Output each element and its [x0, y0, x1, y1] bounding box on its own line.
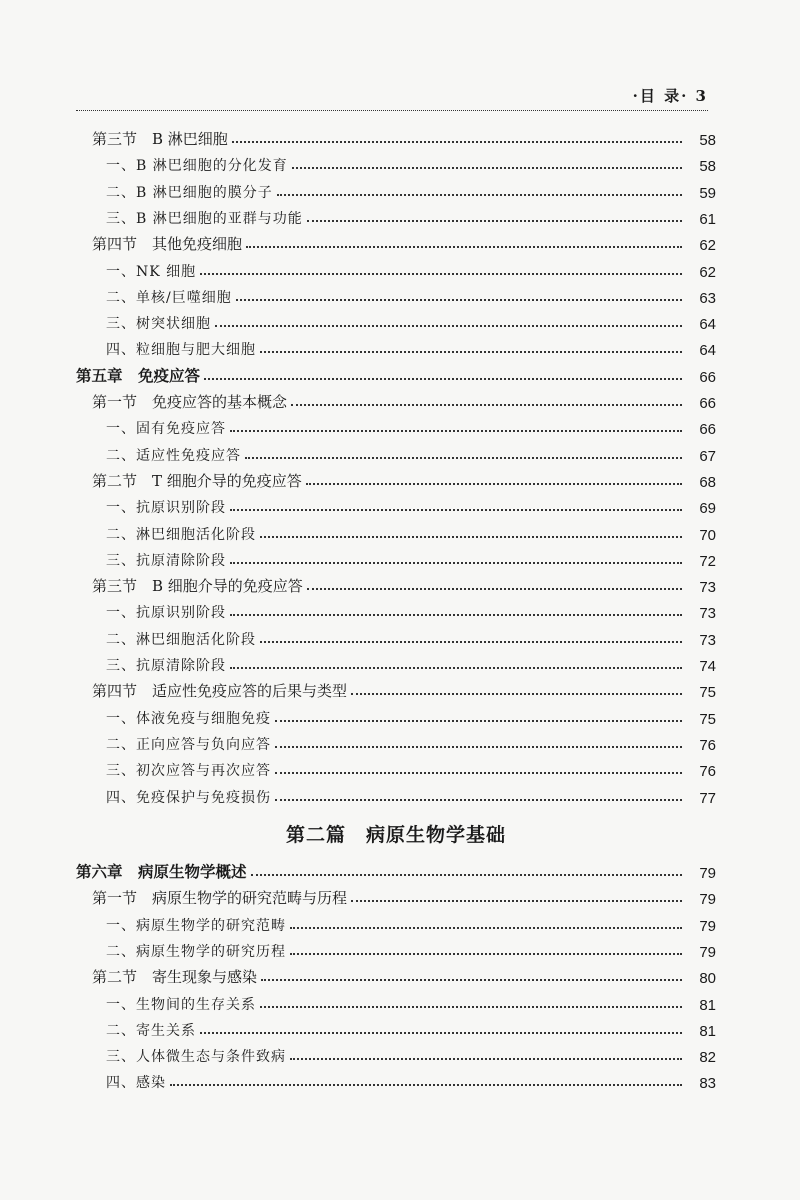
dot-leader: [246, 246, 682, 248]
toc-entry-title: 第一节 病原生物学的研究范畴与历程: [92, 889, 348, 908]
toc-entry-item: [106, 649, 716, 675]
toc-entry-page: 76: [699, 763, 716, 781]
dot-leader: [351, 693, 682, 695]
toc-entry-title: 一、病原生物学的研究范畴: [106, 917, 286, 934]
dot-leader: [260, 1006, 682, 1008]
toc-entry-item: [106, 176, 716, 202]
toc-entry-page: 62: [699, 237, 716, 255]
toc-entry-title: 一、固有免疫应答: [106, 421, 226, 438]
toc-entry-page: 67: [699, 447, 716, 465]
toc-entry-page: 77: [699, 789, 716, 807]
dot-leader: [275, 772, 682, 774]
toc-entry-item: [106, 754, 716, 780]
dot-leader: [291, 404, 682, 406]
toc-entry-title: 第三节 B 细胞介导的免疫应答: [92, 577, 303, 596]
dot-leader: [290, 953, 682, 955]
toc-entry-section: [92, 386, 716, 412]
toc-entry-page: 64: [699, 342, 716, 360]
toc-entry-chapter: [76, 360, 716, 386]
toc-entry-section: [92, 882, 716, 908]
toc-entry-page: 58: [699, 158, 716, 176]
toc-entry-page: 75: [699, 684, 716, 702]
dot-leader: [215, 325, 682, 327]
toc-entry-page: 74: [699, 658, 716, 675]
toc-entry-section: [92, 465, 716, 491]
toc-entry-item: [106, 281, 716, 307]
toc-entry-item: [106, 544, 716, 570]
toc-entry-title: 三、抗原清除阶段: [106, 658, 226, 674]
toc-entry-page: 81: [699, 1022, 716, 1040]
dot-leader: [230, 430, 682, 432]
toc-entry-item: [106, 491, 716, 517]
toc-entry-page: 73: [699, 605, 716, 623]
dot-leader: [306, 483, 682, 485]
toc-entry-title: 三、人体微生态与条件致病: [106, 1049, 286, 1066]
toc-entry-chapter: [76, 856, 716, 882]
toc-entry-title: 第四节 其他免疫细胞: [92, 235, 243, 254]
toc-entry-title: 第二节 T 细胞介导的免疫应答: [92, 471, 302, 490]
toc-entry-title: 二、淋巴细胞活化阶段: [106, 631, 256, 648]
dot-leader: [292, 167, 682, 169]
toc-entry-item: [106, 1040, 716, 1066]
toc-entry-page: 68: [699, 473, 716, 491]
toc-entry-item: [106, 1066, 716, 1092]
toc-entry-title: 二、寄生关系: [106, 1022, 196, 1039]
dot-leader: [204, 378, 682, 380]
toc-entry-item: [106, 307, 716, 333]
toc-entry-title: 三、B 淋巴细胞的亚群与功能: [106, 210, 303, 227]
toc-entry-page: 66: [699, 368, 716, 386]
toc-entry-title: 第一节 免疫应答的基本概念: [92, 393, 288, 411]
toc-entry-page: 80: [699, 970, 716, 988]
toc-entry-title: 三、抗原清除阶段: [106, 552, 226, 569]
toc-entry-item: [106, 149, 716, 175]
toc-entry-title: 第三节 B 淋巴细胞: [92, 130, 228, 148]
toc-entry-item: [106, 909, 716, 935]
toc-entry-page: 79: [699, 891, 716, 909]
dot-leader: [232, 141, 682, 143]
dot-leader: [260, 641, 682, 643]
toc-entry-page: 82: [699, 1049, 716, 1067]
toc-entry-title: 四、感染: [106, 1075, 166, 1092]
dot-leader: [200, 273, 682, 275]
dot-leader: [307, 588, 682, 590]
toc-entry-page: 61: [699, 210, 716, 228]
toc-entry-item: [106, 596, 716, 622]
dot-leader: [230, 614, 682, 616]
toc-entry-item: [106, 412, 716, 438]
dot-leader: [245, 457, 682, 459]
dot-leader: [230, 667, 682, 669]
toc-entry-item: [106, 935, 716, 961]
toc-entry-item: [106, 728, 716, 754]
dot-leader: [351, 900, 682, 902]
toc-entry-item: [106, 518, 716, 544]
toc-entry-section: [92, 123, 716, 149]
dot-leader: [200, 1032, 682, 1034]
dot-leader: [275, 799, 682, 801]
dot-leader: [260, 536, 682, 538]
toc-entry-item: [106, 333, 716, 359]
toc-entry-title: 一、抗原识别阶段: [106, 500, 226, 517]
toc-entry-item: [106, 255, 716, 281]
toc-entry-title: 四、免疫保护与免疫损伤: [106, 789, 271, 806]
toc-entry-title: 二、淋巴细胞活化阶段: [106, 526, 256, 543]
toc-entry-title: 第五章 免疫应答: [76, 366, 201, 385]
toc-entry-page: 64: [699, 316, 716, 334]
toc-entry-page: 66: [699, 395, 716, 412]
toc-entry-page: 69: [699, 500, 716, 518]
toc-entry-page: 79: [699, 943, 716, 961]
toc-entry-item: [106, 988, 716, 1014]
dot-leader: [275, 746, 682, 748]
header-text: ·目 录· 3: [627, 85, 708, 106]
toc-entry-page: 75: [699, 710, 716, 728]
part-title: 第二篇 病原生物学基础: [285, 824, 506, 846]
dot-leader: [260, 351, 682, 353]
dot-leader: [261, 979, 682, 981]
toc-entry-title: 二、B 淋巴细胞的膜分子: [106, 184, 273, 201]
dot-leader: [230, 509, 682, 511]
toc-entry-item: [106, 439, 716, 465]
toc-entry-title: 二、适应性免疫应答: [106, 447, 241, 464]
toc-entry-title: 二、病原生物学的研究历程: [106, 943, 286, 960]
toc-entry-title: 三、初次应答与再次应答: [106, 763, 271, 780]
toc-entry-title: 一、B 淋巴细胞的分化发育: [106, 158, 288, 175]
toc-entry-item: [106, 623, 716, 649]
dot-leader: [230, 562, 682, 564]
toc-entry-title: 四、粒细胞与肥大细胞: [106, 342, 256, 359]
toc-entry-title: 第四节 适应性免疫应答的后果与类型: [92, 682, 348, 701]
toc-entry-section: [92, 228, 716, 254]
toc-entry-section: [92, 961, 716, 987]
toc-entry-page: 79: [699, 917, 716, 935]
toc-entry-item: [106, 202, 716, 228]
running-header: [76, 86, 708, 111]
toc-entry-item: [106, 1014, 716, 1040]
dot-leader: [277, 194, 682, 196]
dot-leader: [290, 1058, 682, 1060]
toc-entry-page: 59: [699, 184, 716, 202]
toc-entry-item: [106, 702, 716, 728]
toc-entry-title: 二、正向应答与负向应答: [106, 736, 271, 753]
toc-entry-title: 一、NK 细胞: [106, 263, 197, 280]
toc-entry-page: 73: [699, 579, 716, 597]
dot-leader: [251, 874, 682, 876]
toc-entry-page: 70: [699, 526, 716, 544]
toc-entry-title: 第六章 病原生物学概述: [76, 863, 247, 881]
toc-entry-title: 一、抗原识别阶段: [106, 605, 226, 622]
toc-entry-title: 三、树突状细胞: [106, 316, 211, 333]
dot-leader: [307, 220, 682, 222]
toc-entry-page: 72: [699, 552, 716, 570]
toc-entry-page: 62: [699, 263, 716, 281]
toc-entry-page: 63: [699, 289, 716, 307]
toc-entry-section: [92, 570, 716, 596]
dot-leader: [275, 720, 682, 722]
toc-entry-page: 79: [699, 865, 716, 882]
dot-leader: [170, 1084, 682, 1086]
toc-entry-page: 83: [699, 1075, 716, 1093]
toc-entry-page: 73: [699, 631, 716, 649]
toc-entry-page: 58: [699, 132, 716, 149]
toc-entry-item: [106, 781, 716, 807]
toc-entry-section: [92, 675, 716, 701]
toc-entry-title: 一、生物间的生存关系: [106, 996, 256, 1013]
toc-entry-title: 一、体液免疫与细胞免疫: [106, 710, 271, 727]
toc-entry-title: 二、单核/巨噬细胞: [106, 289, 232, 306]
toc-entry-page: 66: [699, 421, 716, 439]
dot-leader: [236, 299, 682, 301]
dot-leader: [290, 927, 682, 929]
toc-entry-title: 第二节 寄生现象与感染: [92, 968, 258, 987]
toc-entry-page: 76: [699, 736, 716, 754]
toc-entry-page: 81: [699, 996, 716, 1014]
